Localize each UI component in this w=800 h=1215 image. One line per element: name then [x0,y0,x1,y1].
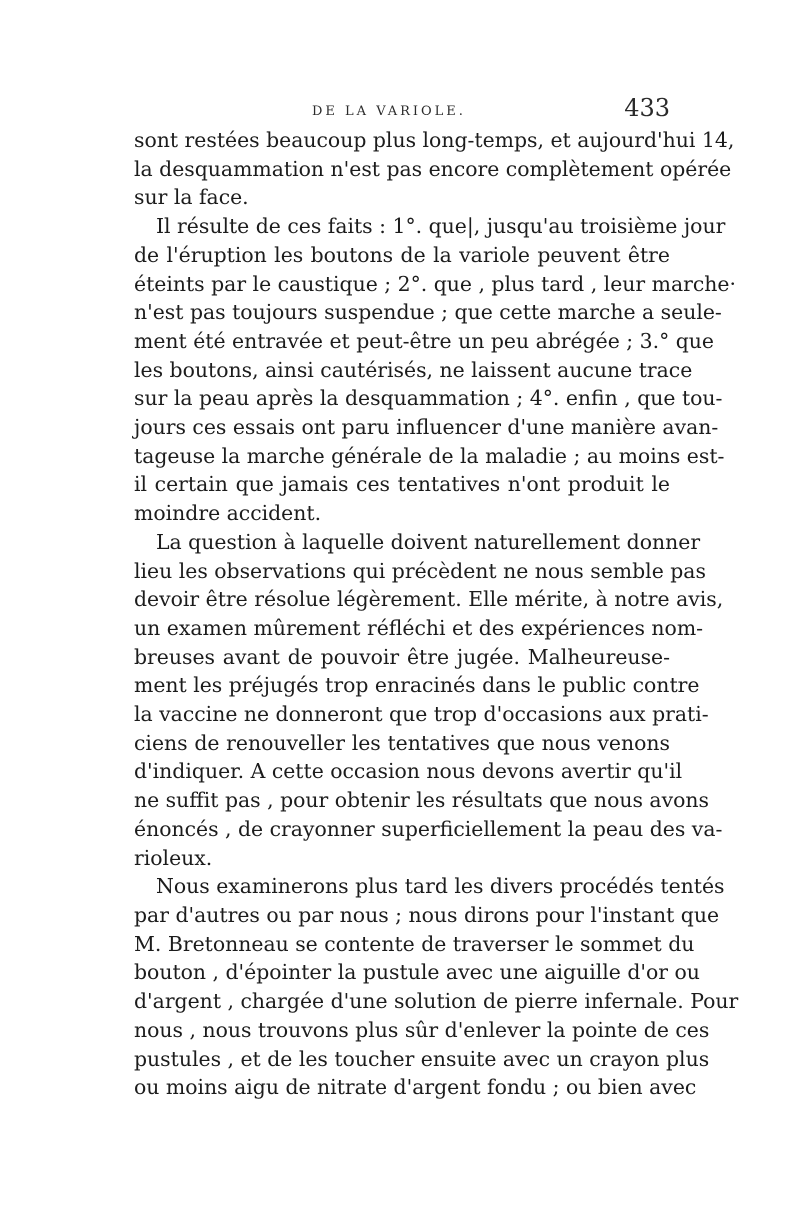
text-line: par d'autres ou par nous ; nous dirons pour l'instant que [134,902,720,927]
body-text [134,126,739,1102]
text-line: sur la face. [134,185,249,210]
text-line: d'argent , chargée d'une solution de pierre infernale. Pour [134,989,739,1014]
text-line: devoir être résolue légèrement. Elle mérite, à notre avis, [134,587,724,612]
text-line: d'indiquer. A cette occasion nous devons avertir qu'il [134,759,683,784]
text-line: ciens de renouveller les tentatives que nous venons [134,730,670,755]
text-line: rioleux. [134,845,213,870]
page-header [134,94,670,128]
text-line: jours ces essais ont paru influencer d'une manière avan- [134,415,719,440]
text-line: sur la peau après la desquammation ; 4°. enfin , que tou- [134,386,723,411]
text-line: nous , nous trouvons plus sûr d'enlever la pointe de ces [134,1017,710,1042]
text-line: la desquammation n'est pas encore complètement opérée [134,156,732,181]
text-line: M. Bretonneau se contente de traverser le sommet du [134,931,695,956]
paragraph-start-line: Il résulte de ces faits : 1°. que|, jusqu'au troisième jour [156,214,726,239]
text-line: de l'éruption les boutons de la variole peuvent être [134,242,670,267]
text-line: n'est pas toujours suspendue ; que cette marche a seule- [134,300,722,325]
paragraph-start-line: Nous examinerons plus tard les divers procédés tentés [156,874,725,899]
text-line: ment été entravée et peut-être un peu abrégée ; 3.° que [134,328,714,353]
text-line: bouton , d'épointer la pustule avec une aiguille d'or ou [134,960,700,985]
text-line: ne suffit pas , pour obtenir les résultats que nous avons [134,788,709,813]
running-title: DE LA VARIOLE. [312,104,466,119]
text-line: il certain que jamais ces tentatives n'ont produit le [134,472,670,497]
text-line: moindre accident. [134,501,322,526]
text-line: ou moins aigu de nitrate d'argent fondu ; ou bien avec [134,1075,697,1100]
text-line: pustules , et de les toucher ensuite avec un crayon plus [134,1046,710,1071]
text-line: ment les préjugés trop enracinés dans le public contre [134,673,700,698]
text-line: éteints par le caustique ; 2°. que , plus tard , leur marche· [134,271,736,296]
text-line: sont restées beaucoup plus long-temps, et aujourd'hui 14, [134,128,735,152]
page-number: 433 [624,94,670,122]
text-line: breuses avant de pouvoir être jugée. Malheureuse- [134,644,670,669]
text-line: tageuse la marche générale de la maladie ; au moins est- [134,443,725,468]
paragraph-start-line: La question à laquelle doivent naturellement donner [156,529,701,554]
text-line: énoncés , de crayonner superficiellement la peau des va- [134,816,723,841]
text-line: les boutons, ainsi cautérisés, ne laissent aucune trace [134,357,693,382]
text-line: la vaccine ne donneront que trop d'occasions aux prati- [134,702,709,727]
text-line: un examen mûrement réfléchi et des expériences nom- [134,615,704,640]
text-line: lieu les observations qui précèdent ne nous semble pas [134,558,706,583]
